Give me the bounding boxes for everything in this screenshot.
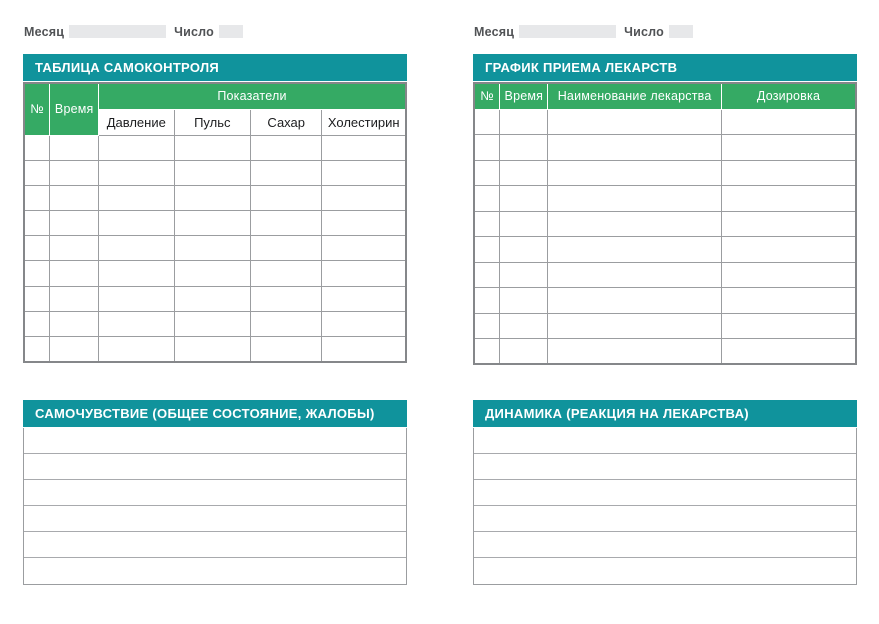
table-row <box>474 211 856 237</box>
write-line <box>24 428 406 454</box>
empty-cell <box>24 337 50 362</box>
empty-cell <box>174 236 250 261</box>
empty-cell <box>50 236 99 261</box>
table-row <box>474 135 856 161</box>
empty-cell <box>722 237 856 263</box>
write-line <box>24 506 406 532</box>
empty-cell <box>500 288 548 314</box>
write-line <box>24 558 406 584</box>
month-field <box>519 25 616 38</box>
empty-cell <box>98 311 174 336</box>
table-row <box>24 261 406 286</box>
empty-cell <box>548 211 722 237</box>
write-line <box>474 558 856 584</box>
empty-cell <box>24 311 50 336</box>
empty-cell <box>98 211 174 236</box>
table-row <box>474 262 856 288</box>
wellbeing-title: САМОЧУВСТВИЕ (ОБЩЕЕ СОСТОЯНИЕ, ЖАЛОБЫ) <box>23 400 407 427</box>
column-header-time: Время <box>50 83 99 135</box>
empty-cell <box>322 261 406 286</box>
self-control-title: ТАБЛИЦА САМОКОНТРОЛЯ <box>23 54 407 81</box>
empty-cell <box>322 160 406 185</box>
empty-cell <box>24 160 50 185</box>
month-field <box>69 25 166 38</box>
empty-cell <box>548 109 722 135</box>
medication-schedule-title: ГРАФИК ПРИЕМА ЛЕКАРСТВ <box>473 54 857 81</box>
column-header-number: № <box>24 83 50 135</box>
table-row <box>24 160 406 185</box>
empty-cell <box>500 313 548 339</box>
empty-cell <box>722 339 856 365</box>
empty-cell <box>250 311 321 336</box>
column-header-cholesterol: Холестирин <box>322 109 406 135</box>
empty-cell <box>250 185 321 210</box>
table-row <box>24 211 406 236</box>
table-row <box>474 186 856 212</box>
empty-cell <box>250 261 321 286</box>
empty-cell <box>24 236 50 261</box>
write-line <box>474 428 856 454</box>
write-line <box>24 480 406 506</box>
empty-cell <box>322 337 406 362</box>
empty-cell <box>174 261 250 286</box>
empty-cell <box>474 211 500 237</box>
write-line <box>474 480 856 506</box>
column-header-number: № <box>474 83 500 109</box>
empty-cell <box>24 261 50 286</box>
empty-cell <box>322 236 406 261</box>
day-label: Число <box>174 24 214 39</box>
table-row <box>474 109 856 135</box>
empty-cell <box>50 261 99 286</box>
write-line <box>474 532 856 558</box>
empty-cell <box>174 135 250 160</box>
empty-cell <box>50 311 99 336</box>
empty-cell <box>722 313 856 339</box>
empty-cell <box>98 261 174 286</box>
empty-cell <box>722 288 856 314</box>
empty-cell <box>722 262 856 288</box>
table-row <box>474 313 856 339</box>
day-field <box>669 25 693 38</box>
empty-cell <box>174 185 250 210</box>
empty-cell <box>250 135 321 160</box>
empty-cell <box>50 337 99 362</box>
table-row <box>474 339 856 365</box>
empty-cell <box>250 211 321 236</box>
write-line <box>24 532 406 558</box>
write-line <box>24 454 406 480</box>
empty-cell <box>500 109 548 135</box>
empty-cell <box>174 160 250 185</box>
wellbeing-write-area <box>23 428 407 585</box>
empty-cell <box>500 339 548 365</box>
empty-cell <box>474 237 500 263</box>
empty-cell <box>548 262 722 288</box>
empty-cell <box>174 311 250 336</box>
empty-cell <box>722 211 856 237</box>
column-group-indicators: Показатели <box>98 83 406 109</box>
empty-cell <box>322 185 406 210</box>
empty-cell <box>50 211 99 236</box>
date-fields-left <box>24 24 243 39</box>
empty-cell <box>722 135 856 161</box>
table-row <box>474 160 856 186</box>
empty-cell <box>50 185 99 210</box>
empty-cell <box>322 211 406 236</box>
empty-cell <box>98 337 174 362</box>
wellbeing-section <box>23 400 407 585</box>
column-header-pressure: Давление <box>98 109 174 135</box>
empty-cell <box>50 286 99 311</box>
column-header-sugar: Сахар <box>250 109 321 135</box>
table-row <box>474 288 856 314</box>
empty-cell <box>722 109 856 135</box>
table-row <box>474 237 856 263</box>
empty-cell <box>500 237 548 263</box>
self-control-section <box>23 54 407 363</box>
empty-cell <box>24 211 50 236</box>
empty-cell <box>548 288 722 314</box>
write-line <box>474 506 856 532</box>
empty-cell <box>500 135 548 161</box>
empty-cell <box>98 185 174 210</box>
day-field <box>219 25 243 38</box>
empty-cell <box>474 262 500 288</box>
dynamics-write-area <box>473 428 857 585</box>
table-row <box>24 135 406 160</box>
dynamics-title: ДИНАМИКА (РЕАКЦИЯ НА ЛЕКАРСТВА) <box>473 400 857 427</box>
empty-cell <box>98 135 174 160</box>
empty-cell <box>250 160 321 185</box>
column-header-time: Время <box>500 83 548 109</box>
empty-cell <box>98 236 174 261</box>
empty-cell <box>722 186 856 212</box>
empty-cell <box>548 237 722 263</box>
empty-cell <box>322 311 406 336</box>
empty-cell <box>98 286 174 311</box>
column-header-pulse: Пульс <box>174 109 250 135</box>
empty-cell <box>548 313 722 339</box>
empty-cell <box>174 286 250 311</box>
left-panel <box>23 0 407 624</box>
medication-schedule-section <box>473 54 857 365</box>
empty-cell <box>722 160 856 186</box>
empty-cell <box>250 286 321 311</box>
empty-cell <box>98 160 174 185</box>
month-label: Месяц <box>24 24 65 39</box>
empty-cell <box>24 286 50 311</box>
empty-cell <box>322 135 406 160</box>
empty-cell <box>474 186 500 212</box>
column-header-dosage: Дозировка <box>722 83 856 109</box>
month-label: Месяц <box>474 24 515 39</box>
empty-cell <box>500 186 548 212</box>
table-row <box>24 337 406 362</box>
empty-cell <box>474 313 500 339</box>
empty-cell <box>474 135 500 161</box>
empty-cell <box>474 288 500 314</box>
empty-cell <box>474 160 500 186</box>
right-panel <box>473 0 857 624</box>
write-line <box>474 454 856 480</box>
empty-cell <box>50 160 99 185</box>
empty-cell <box>548 135 722 161</box>
day-label: Число <box>624 24 664 39</box>
table-row <box>24 185 406 210</box>
medication-schedule-table <box>473 82 857 365</box>
self-control-table <box>23 82 407 363</box>
empty-cell <box>500 211 548 237</box>
empty-cell <box>250 337 321 362</box>
table-row <box>24 236 406 261</box>
column-header-medication-name: Наименование лекарства <box>548 83 722 109</box>
table-row <box>24 286 406 311</box>
empty-cell <box>174 211 250 236</box>
empty-cell <box>548 186 722 212</box>
empty-cell <box>174 337 250 362</box>
empty-cell <box>474 109 500 135</box>
empty-cell <box>548 339 722 365</box>
table-row <box>24 311 406 336</box>
dynamics-section <box>473 400 857 585</box>
empty-cell <box>474 339 500 365</box>
empty-cell <box>500 160 548 186</box>
empty-cell <box>548 160 722 186</box>
empty-cell <box>500 262 548 288</box>
empty-cell <box>250 236 321 261</box>
empty-cell <box>322 286 406 311</box>
empty-cell <box>50 135 99 160</box>
empty-cell <box>24 135 50 160</box>
empty-cell <box>24 185 50 210</box>
date-fields-right <box>474 24 693 39</box>
